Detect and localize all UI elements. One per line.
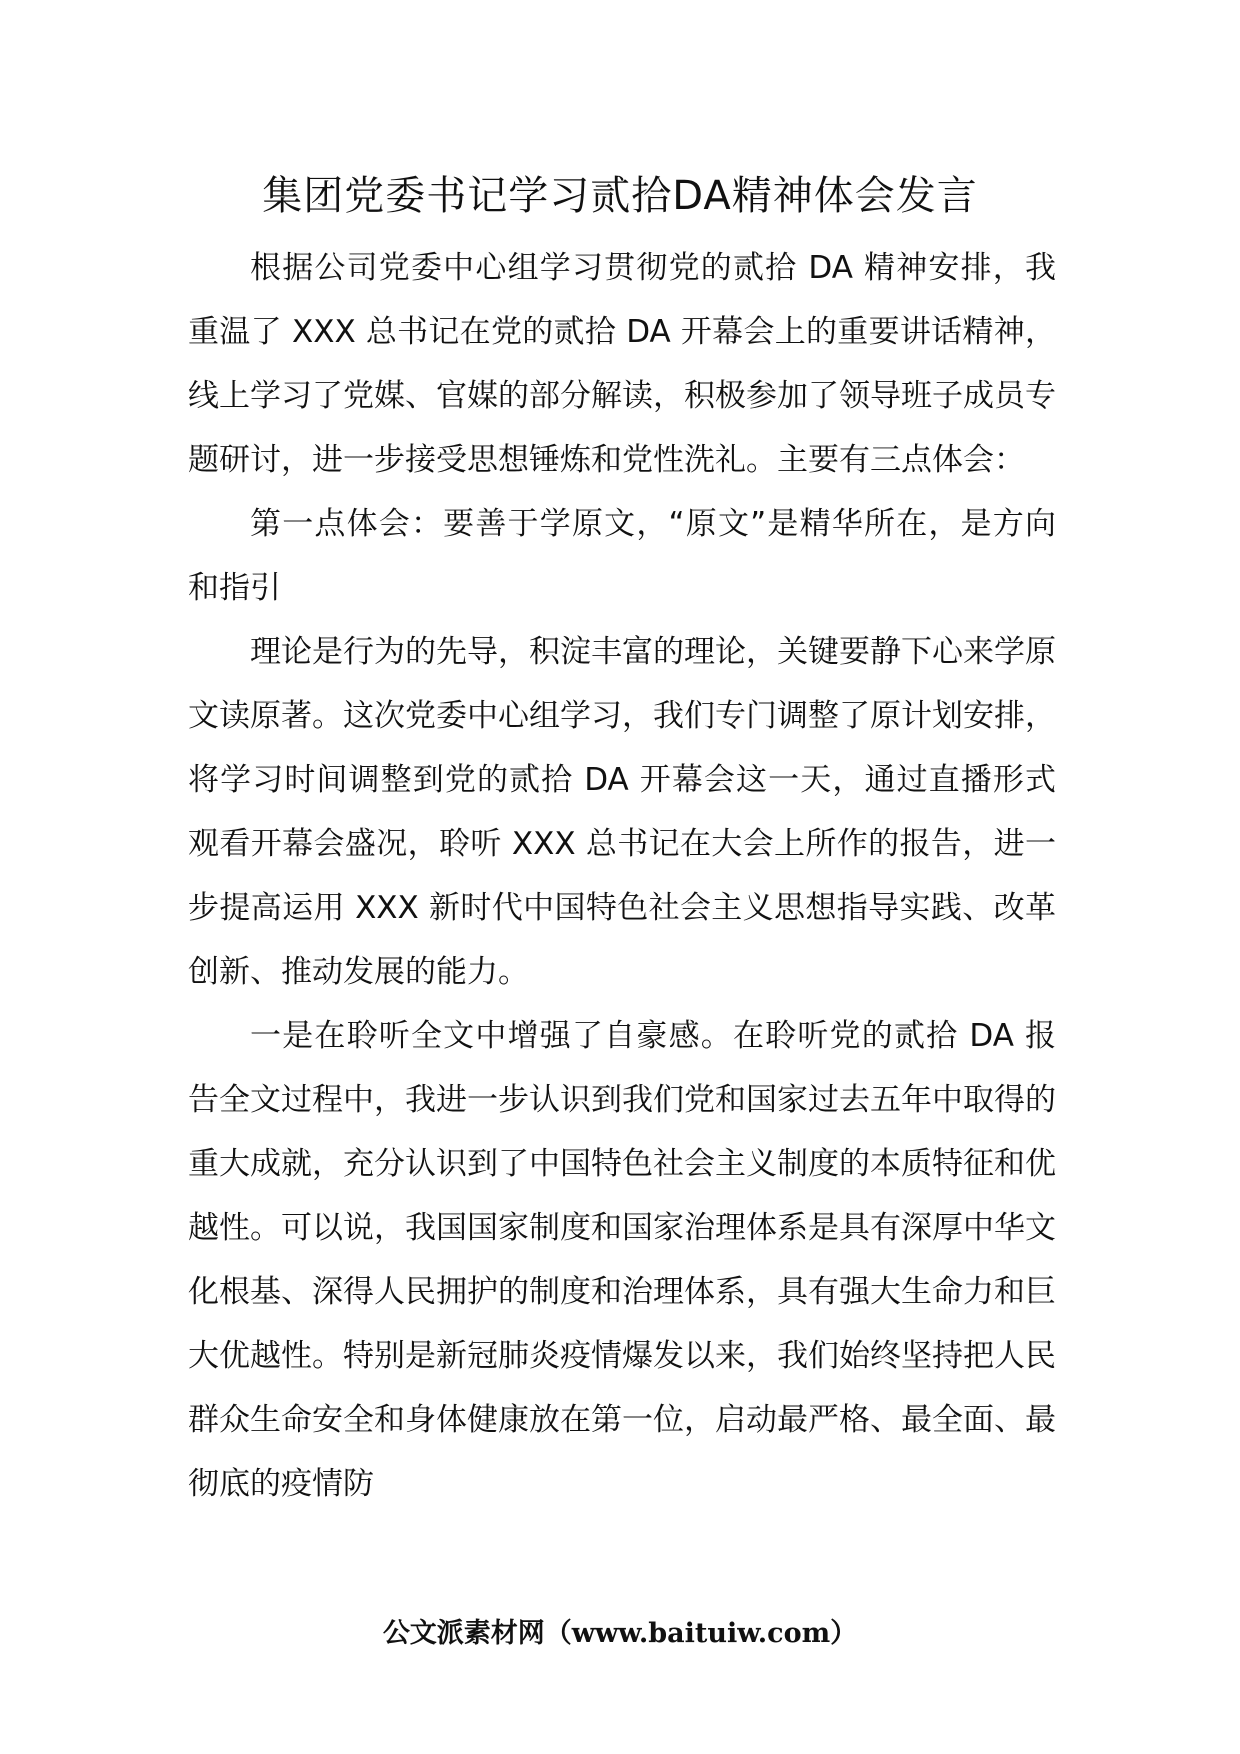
paragraph-intro: 根据公司党委中心组学习贯彻党的贰拾 DA 精神安排，我重温了 XXX 总书记在党的贰拾 DA 开幕会上的重要讲话精神，线上学习了党媒、官媒的部分解读，积极参加了领导班子成员专题研讨，进一步接受思想锤炼和党性洗礼。主要有三点体会： [188, 250, 1056, 478]
document-body [188, 236, 1056, 1516]
paragraph-first-point-heading: 第一点体会：要善于学原文，“原文”是精华所在，是方向和指引 [188, 506, 1056, 606]
footer-site-credit: 公文派素材网（www.baituiw.com） [382, 1618, 858, 1649]
document-title: 集团党委书记学习贰拾DA精神体会发言 [262, 173, 978, 219]
paragraph-pride: 一是在聆听全文中增强了自豪感。在聆听党的贰拾 DA 报告全文过程中，我进一步认识到我们党和国家过去五年中取得的重大成就，充分认识到了中国特色社会主义制度的本质特征和优越性。可以说，我国国家制度和国家治理体系是具有深厚中华文化根基、深得人民拥护的制度和治理体系，具有强大生命力和巨大优越性。特别是新冠肺炎疫情爆发以来，我们始终坚持把人民群众生命安全和身体健康放在第一位，启动最严格、最全面、最彻底的疫情防 [188, 1018, 1056, 1502]
paragraph-theory: 理论是行为的先导，积淀丰富的理论，关键要静下心来学原文读原著。这次党委中心组学习，我们专门调整了原计划安排，将学习时间调整到党的贰拾 DA 开幕会这一天，通过直播形式观看开幕会盛况，聆听 XXX 总书记在大会上所作的报告，进一步提高运用 XXX 新时代中国特色社会主义思想指导实践、改革创新、推动发展的能力。 [188, 634, 1056, 990]
